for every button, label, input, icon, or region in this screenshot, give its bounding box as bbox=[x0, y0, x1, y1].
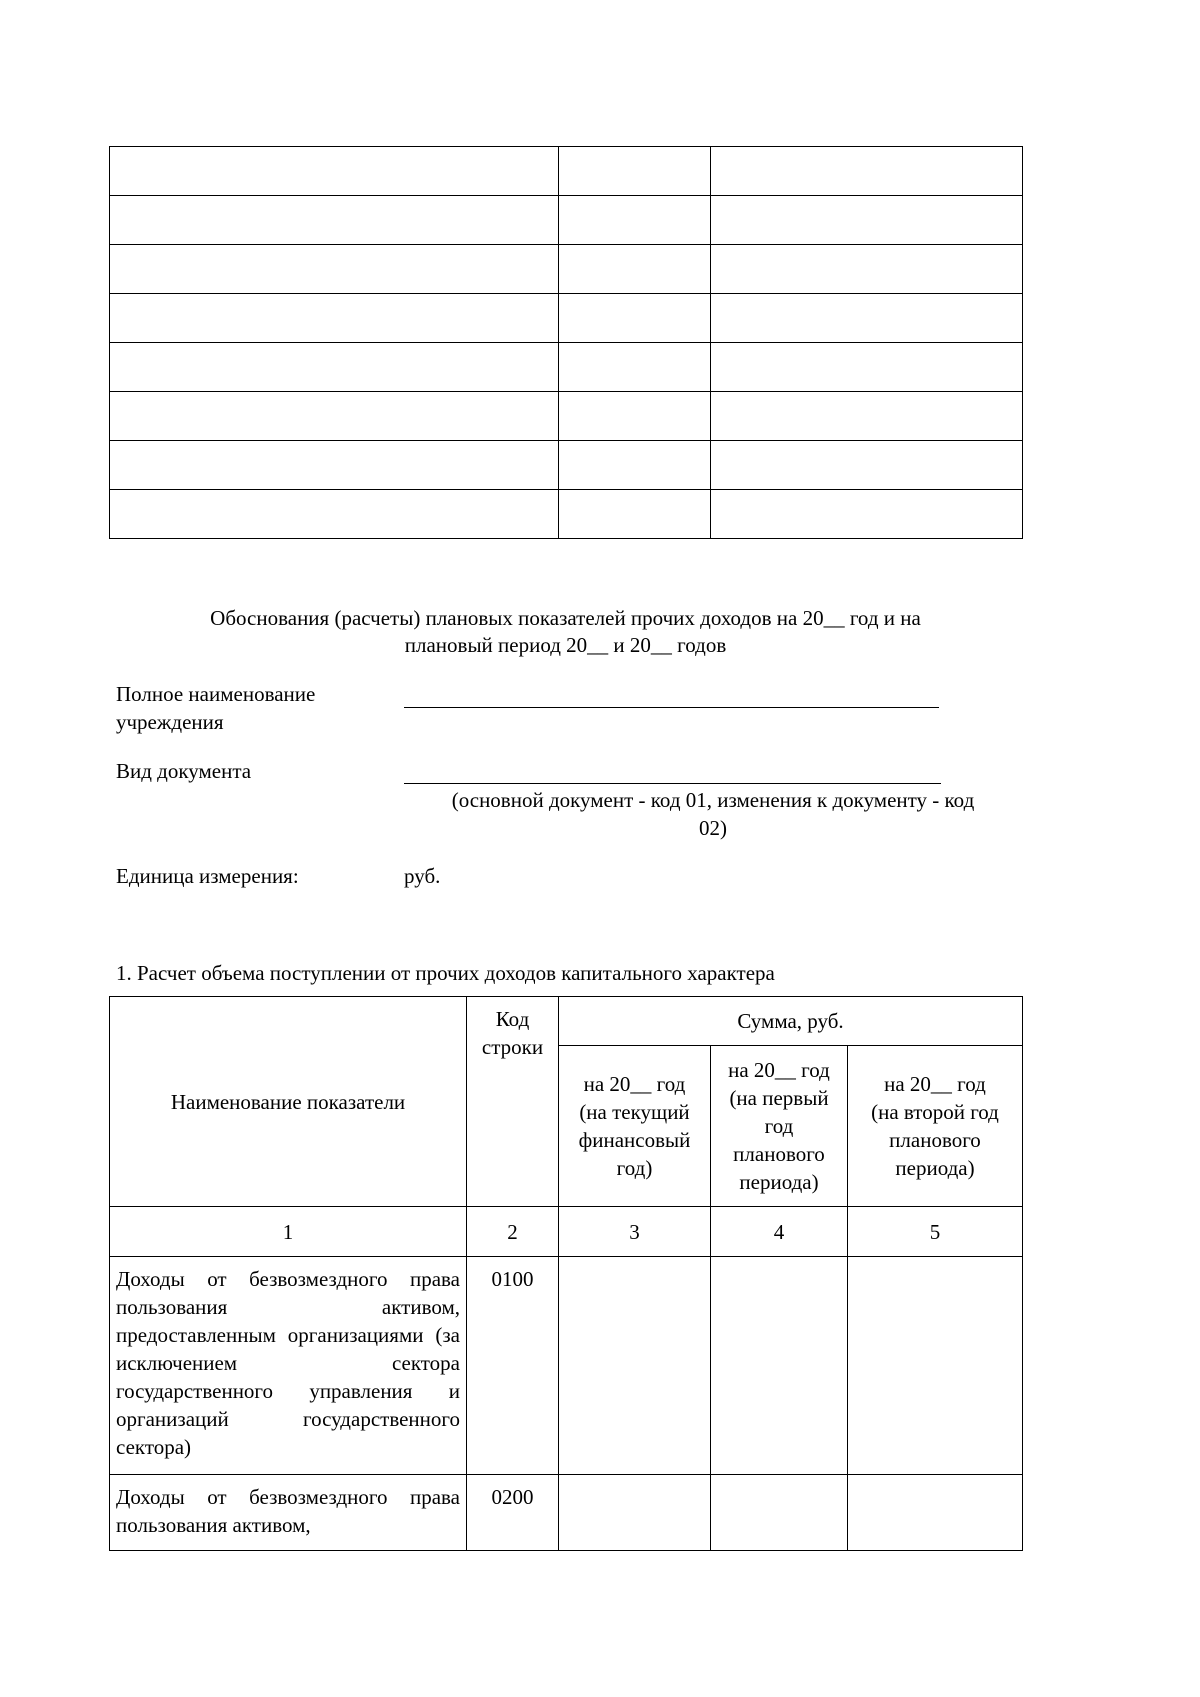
row-name: Доходы от безвозмездного права пользования активом, предоставленным организациями (за исключением сектора государственного управления и организаций государственного сектора) bbox=[110, 1257, 467, 1475]
table-cell bbox=[711, 343, 1023, 392]
row-code: 0200 bbox=[467, 1475, 559, 1551]
table-cell bbox=[110, 441, 559, 490]
value-cell[interactable] bbox=[559, 1475, 711, 1551]
header-row bbox=[110, 997, 1023, 1046]
table-cell bbox=[711, 392, 1023, 441]
table-cell bbox=[110, 147, 559, 196]
header-sum-group: Сумма, руб. bbox=[559, 997, 1023, 1046]
value-cell[interactable] bbox=[711, 1257, 848, 1475]
header-code: Код строки bbox=[467, 997, 559, 1207]
header-name: Наименование показатели bbox=[110, 997, 467, 1207]
table-cell bbox=[110, 343, 559, 392]
table-cell bbox=[559, 196, 711, 245]
table-cell bbox=[559, 343, 711, 392]
table-row bbox=[110, 294, 1023, 343]
table-cell bbox=[110, 392, 559, 441]
table-row bbox=[110, 196, 1023, 245]
table-cell bbox=[559, 245, 711, 294]
unit-value: руб. bbox=[404, 864, 441, 888]
table-cell bbox=[110, 196, 559, 245]
table-row bbox=[110, 441, 1023, 490]
table-row bbox=[110, 147, 1023, 196]
column-number-row bbox=[110, 1207, 1023, 1257]
table-cell bbox=[559, 294, 711, 343]
title-line-1: Обоснования (расчеты) плановых показателей прочих доходов на 20__ год и на bbox=[210, 606, 921, 630]
value-cell[interactable] bbox=[848, 1257, 1023, 1475]
table-cell bbox=[559, 441, 711, 490]
table-cell bbox=[559, 392, 711, 441]
unit-label: Единица измерения: bbox=[116, 864, 299, 888]
column-number: 1 bbox=[110, 1207, 467, 1257]
title-line-2: плановый период 20__ и 20__ годов bbox=[404, 633, 727, 657]
table-cell bbox=[110, 245, 559, 294]
doc-type-field[interactable] bbox=[404, 759, 941, 784]
table-row bbox=[110, 245, 1023, 294]
table-cell bbox=[711, 441, 1023, 490]
table-row bbox=[110, 343, 1023, 392]
table-row bbox=[110, 392, 1023, 441]
table-cell bbox=[110, 490, 559, 539]
doc-type-hint: (основной документ - код 01, изменения к документу - код 02) bbox=[451, 788, 975, 840]
table-cell bbox=[559, 490, 711, 539]
column-number: 2 bbox=[467, 1207, 559, 1257]
table-cell bbox=[559, 147, 711, 196]
value-cell[interactable] bbox=[559, 1257, 711, 1475]
document-title bbox=[109, 605, 1022, 659]
value-cell[interactable] bbox=[711, 1475, 848, 1551]
institution-label: Полное наименование учреждения bbox=[116, 682, 316, 734]
section-heading: 1. Расчет объема поступлении от прочих доходов капитального характера bbox=[116, 961, 775, 985]
table-cell bbox=[711, 196, 1023, 245]
row-name: Доходы от безвозмездного права пользования активом, bbox=[110, 1475, 467, 1551]
header-first-plan-year: на 20__ год (на первый год планового периода) bbox=[711, 1046, 848, 1207]
income-table bbox=[109, 996, 1023, 1551]
table-row bbox=[110, 1257, 1023, 1475]
doc-type-label: Вид документа bbox=[116, 759, 252, 783]
column-number: 5 bbox=[848, 1207, 1023, 1257]
table-cell bbox=[110, 294, 559, 343]
table-cell bbox=[711, 245, 1023, 294]
table-row bbox=[110, 1475, 1023, 1551]
table-row bbox=[110, 490, 1023, 539]
table-cell bbox=[711, 490, 1023, 539]
column-number: 3 bbox=[559, 1207, 711, 1257]
value-cell[interactable] bbox=[848, 1475, 1023, 1551]
header-current-year: на 20__ год (на текущий финансовый год) bbox=[559, 1046, 711, 1207]
blank-table bbox=[109, 146, 1023, 539]
header-second-plan-year: на 20__ год (на второй год планового периода) bbox=[848, 1046, 1023, 1207]
table-cell bbox=[711, 294, 1023, 343]
institution-field[interactable] bbox=[404, 683, 939, 708]
table-cell bbox=[711, 147, 1023, 196]
column-number: 4 bbox=[711, 1207, 848, 1257]
row-code: 0100 bbox=[467, 1257, 559, 1475]
